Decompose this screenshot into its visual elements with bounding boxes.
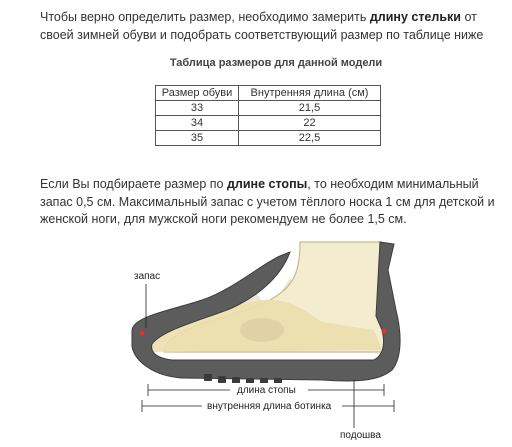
intro-bold-insole-length: длину стельки [369, 10, 461, 24]
intro-text-before: Чтобы верно определить размер, необходимо замерить [40, 10, 370, 24]
label-foot-length: длина стопы [237, 385, 296, 396]
label-inner-length: внутренняя длина ботинка [207, 401, 332, 412]
heel-marker [382, 329, 387, 334]
header-inner-length: Внутренняя длина (см) [239, 86, 381, 101]
intro-paragraph [40, 9, 500, 44]
cell-length: 21,5 [239, 101, 381, 116]
table-row [156, 101, 381, 116]
table-row [156, 131, 381, 146]
label-reserve: запас [134, 271, 161, 282]
toe-marker [140, 331, 145, 336]
cell-size: 35 [156, 131, 239, 146]
intro-text-after: от своей зимней обуви и подобрать соответствующий размер по таблице ниже [40, 10, 484, 42]
table-row [156, 116, 381, 131]
size-table-title: Таблица размеров для данной модели [169, 57, 383, 69]
cell-length: 22,5 [239, 131, 381, 146]
label-sole: подошва [340, 430, 381, 441]
foot-length-note [40, 176, 500, 229]
watermark-bear [240, 318, 284, 342]
header-shoe-size: Размер обуви [156, 86, 239, 101]
note-text-before: Если Вы подбираете размер по [40, 177, 227, 191]
note-bold-foot-length: длине стопы [226, 177, 308, 191]
cell-length: 22 [239, 116, 381, 131]
boot-measurement-diagram [112, 230, 434, 447]
size-table [155, 85, 381, 146]
boot-diagram-svg [112, 230, 434, 447]
cell-size: 34 [156, 116, 239, 131]
note-text-after: , то необходим минимальный запас 0,5 см. Максимальный запас с учетом тёплого носка 1 см для детской и женской ноги, для мужской ноги рекомендуем не более 1,5 см. [40, 177, 495, 226]
cell-size: 33 [156, 101, 239, 116]
size-table-header-row [156, 86, 381, 101]
